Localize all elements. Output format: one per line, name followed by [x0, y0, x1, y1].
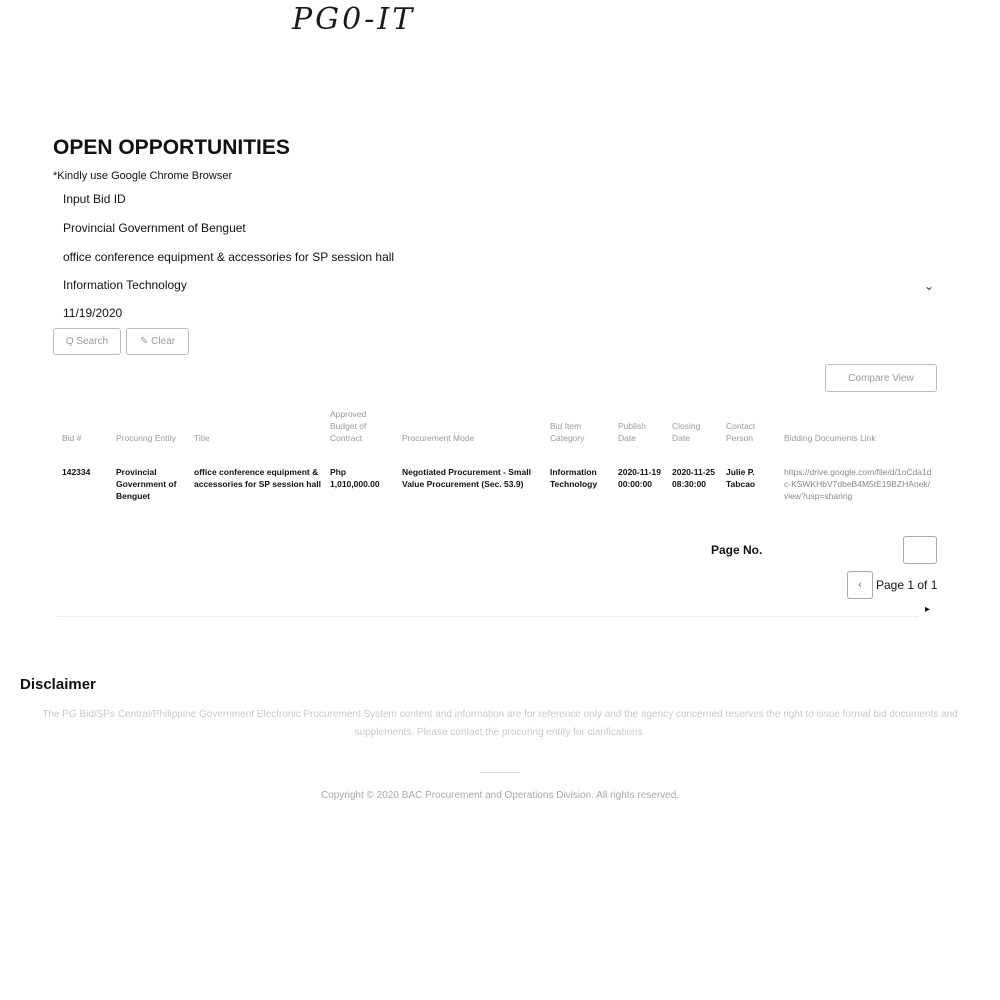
- bid-id-input[interactable]: Input Bid ID: [63, 192, 126, 206]
- disclaimer-title: Disclaimer: [20, 676, 96, 693]
- results-table: [58, 408, 938, 506]
- scroll-right-icon[interactable]: ▸: [925, 604, 931, 615]
- col-header: Procuring Entity: [116, 433, 176, 443]
- col-header: Procurement Mode: [402, 433, 475, 443]
- footer-divider: [480, 772, 520, 773]
- category-select[interactable]: Information Technology: [63, 278, 187, 292]
- cell-contact: Julie P. Tabcao: [726, 467, 756, 489]
- compare-view-button[interactable]: Compare View: [825, 364, 937, 392]
- page-summary: Page 1 of 1: [876, 578, 938, 592]
- horizontal-scrollbar[interactable]: [58, 606, 918, 617]
- title-field[interactable]: office conference equipment & accessories for SP session hall: [63, 250, 395, 264]
- cell-closing-date: 2020-11-25 08:30:00: [672, 467, 716, 489]
- col-header: Bidding Documents Link: [784, 433, 876, 443]
- cell-category: Information Technology: [550, 467, 598, 489]
- disclaimer-text: The PG Bid/SPs Central/Philippine Government Electronic Procurement System content and information are for reference only and the agency concerned reserves the right to issue formal bid documents and supplements. Please contact the procuring entity for clarifications.: [42, 709, 958, 738]
- cell-budget: Php 1,010,000.00: [330, 467, 380, 489]
- page-no-label: Page No.: [711, 543, 763, 557]
- col-header: Publish Date: [618, 421, 646, 443]
- clear-button[interactable]: ✎ Clear: [126, 328, 189, 355]
- copyright-text: Copyright © 2020 BAC Procurement and Operations Division. All rights reserved.: [320, 790, 680, 801]
- cell-entity: Provincial Government of Benguet: [116, 467, 177, 501]
- col-header: Bid #: [62, 433, 82, 443]
- col-header: Approved Budget of Contract: [330, 409, 367, 443]
- col-header: Contact Person: [726, 421, 756, 443]
- page-title: OPEN OPPORTUNITIES: [53, 136, 290, 159]
- search-button[interactable]: Q Search: [53, 328, 121, 355]
- cell-mode: Negotiated Procurement - Small Value Procurement (Sec. 53.9): [402, 467, 531, 489]
- col-header: Bid Item Category: [550, 421, 585, 443]
- table-header-row: [58, 408, 938, 458]
- cell-bid: 142334: [62, 467, 91, 477]
- col-header: Closing Date: [672, 421, 701, 443]
- cell-title: office conference equipment & accessories for SP session hall: [194, 467, 321, 489]
- col-header: Title: [194, 433, 210, 443]
- table-row[interactable]: [58, 458, 938, 506]
- chevron-down-icon[interactable]: ⌄: [924, 279, 935, 293]
- cell-publish-date: 2020-11-19 00:00:00: [618, 467, 662, 489]
- page-number-input[interactable]: [903, 536, 937, 564]
- date-field[interactable]: 11/19/2020: [63, 306, 123, 320]
- bidding-documents-link[interactable]: https://drive.google.com/file/d/1oCda1dc-KSWKHbV7dbeB4M5tE19BZHAnek/view?usp=sharing: [784, 467, 932, 501]
- agency-field[interactable]: Provincial Government of Benguet: [63, 221, 246, 235]
- browser-note: *Kindly use Google Chrome Browser: [53, 170, 233, 182]
- handwritten-note: PG0-IT: [292, 2, 416, 37]
- chevron-left-icon[interactable]: ‹: [847, 571, 873, 599]
